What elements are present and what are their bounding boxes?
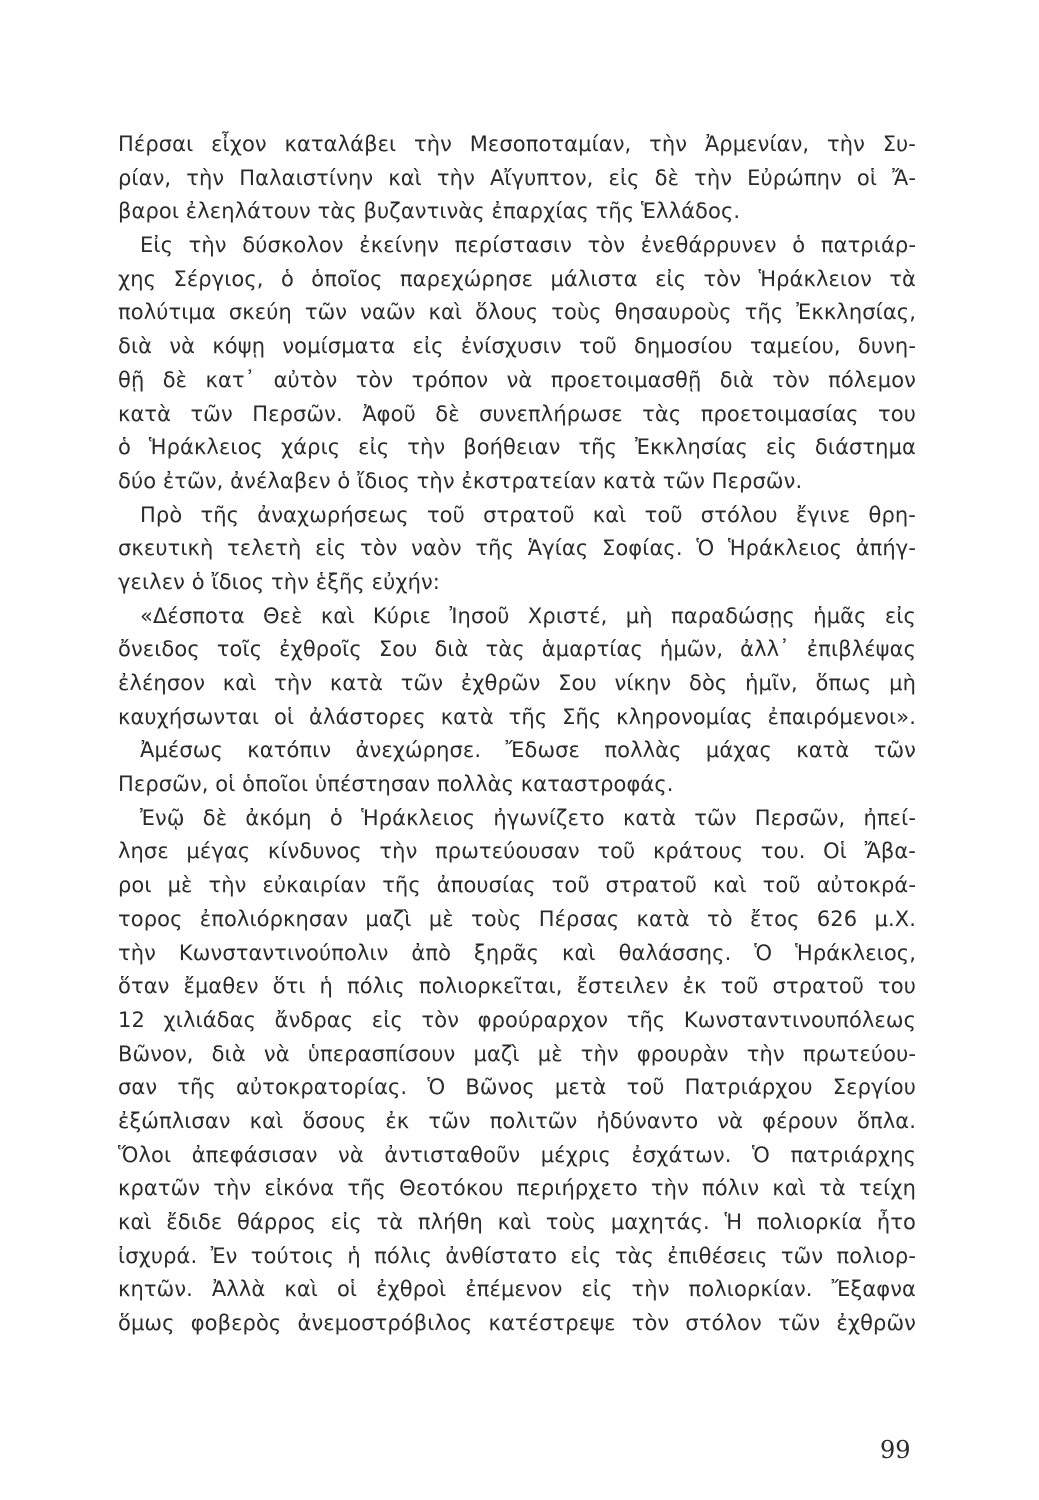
text-line: τορος ἐπολιόρκησαν μαζὶ μὲ τοὺς Πέρσας κατὰ τὸ ἔτος 626 μ.Χ. (118, 906, 916, 931)
text-line: σαν τῆς αὐτοκρατορίας. Ὁ Βῶνος μετὰ τοῦ Πατριάρχου Σεργίου (118, 1075, 916, 1100)
text-line: ὅταν ἔμαθεν ὅτι ἡ πόλις πολιορκεῖται, ἔστειλεν ἐκ τοῦ στρατοῦ του (118, 974, 916, 999)
text-line: Εἰς τὴν δύσκολον ἐκείνην περίστασιν τὸν ἐνεθάρρυνεν ὁ πατριάρ- (140, 233, 916, 258)
text-line: ἰσχυρά. Ἐν τούτοις ἡ πόλις ἀνθίστατο εἰς τὰς ἐπιθέσεις τῶν πολιορ- (118, 1243, 916, 1268)
text-line: ροι μὲ τὴν εὐκαιρίαν τῆς ἀπουσίας τοῦ στρατοῦ καὶ τοῦ αὐτοκρά- (118, 873, 916, 898)
text-line: ὁ Ἡράκλειος χάρις εἰς τὴν βοήθειαν τῆς Ἐκκλησίας εἰς διάστημα (118, 435, 916, 460)
text-line: τὴν Κωνσταντινούπολιν ἀπὸ ξηρᾶς καὶ θαλάσσης. Ὁ Ἡράκλειος, (118, 940, 916, 965)
page-number: 99 (880, 1436, 911, 1464)
text-line: θῇ δὲ κατ᾽ αὐτὸν τὸν τρόπον νὰ προετοιμασθῇ διὰ τὸν πόλεμον (118, 367, 916, 392)
text-line: Πρὸ τῆς ἀναχωρήσεως τοῦ στρατοῦ καὶ τοῦ στόλου ἔγινε θρη- (140, 502, 916, 527)
text-line: σκευτικὴ τελετὴ εἰς τὸν ναὸν τῆς Ἁγίας Σοφίας. Ὁ Ἡράκλειος ἀπήγ- (118, 536, 916, 561)
text-line: γειλεν ὁ ἴδιος τὴν ἑξῆς εὐχήν: (118, 569, 440, 594)
text-line: 12 χιλιάδας ἄνδρας εἰς τὸν φρούραρχον τῆς Κωνσταντινουπόλεως (118, 1007, 916, 1032)
text-line: ἐξώπλισαν καὶ ὅσους ἐκ τῶν πολιτῶν ἠδύναντο νὰ φέρουν ὅπλα. (118, 1108, 916, 1133)
text-line: Ἀμέσως κατόπιν ἀνεχώρησε. Ἔδωσε πολλὰς μάχας κατὰ τῶν (140, 738, 916, 763)
text-line: Πέρσαι εἶχον καταλάβει τὴν Μεσοποταμίαν, τὴν Ἀρμενίαν, τὴν Συ- (118, 132, 916, 156)
text-line: ὄνειδος τοῖς ἐχθροῖς Σου διὰ τὰς ἁμαρτίας ἡμῶν, ἀλλ᾽ ἐπιβλέψας (118, 637, 916, 662)
text-line: λησε μέγας κίνδυνος τὴν πρωτεύουσαν τοῦ κράτους του. Οἱ Ἄβα- (118, 839, 916, 864)
text-line: Περσῶν, οἱ ὁποῖοι ὑπέστησαν πολλὰς καταστροφάς. (118, 772, 674, 797)
text-line: πολύτιμα σκεύη τῶν ναῶν καὶ ὅλους τοὺς θησαυροὺς τῆς Ἐκκλησίας, (118, 300, 916, 325)
text-line: καυχήσωνται οἱ ἀλάστορες κατὰ τῆς Σῆς κληρονομίας ἐπαιρόμενοι». (118, 704, 916, 729)
text-line: καὶ ἔδιδε θάρρος εἰς τὰ πλήθη καὶ τοὺς μαχητάς. Ἡ πολιορκία ἦτο (118, 1210, 916, 1234)
text-line: κατὰ τῶν Περσῶν. Ἀφοῦ δὲ συνεπλήρωσε τὰς προετοιμασίας του (118, 401, 916, 426)
body-text (118, 128, 916, 1341)
text-line: βαροι ἐλεηλάτουν τὰς βυζαντινὰς ἐπαρχίας τῆς Ἑλλάδος. (118, 199, 741, 224)
text-line: Ἐνῷ δὲ ἀκόμη ὁ Ἡράκλειος ἠγωνίζετο κατὰ τῶν Περσῶν, ἠπεί- (140, 805, 916, 830)
text-line: ὅμως φοβερὸς ἀνεμοστρόβιλος κατέστρεψε τὸν στόλον τῶν ἐχθρῶν (118, 1311, 916, 1336)
text-line: ρίαν, τὴν Παλαιστίνην καὶ τὴν Αἴγυπτον, εἰς δὲ τὴν Εὐρώπην οἱ Ἄ- (118, 165, 916, 190)
text-line: χης Σέργιος, ὁ ὁποῖος παρεχώρησε μάλιστα εἰς τὸν Ἡράκλειον τὰ (118, 266, 916, 291)
text-line: κητῶν. Ἀλλὰ καὶ οἱ ἐχθροὶ ἐπέμενον εἰς τὴν πολιορκίαν. Ἔξαφνα (118, 1277, 916, 1302)
text-line: κρατῶν τὴν εἰκόνα τῆς Θεοτόκου περιήρχετο τὴν πόλιν καὶ τὰ τείχη (118, 1176, 916, 1201)
text-line: δύο ἐτῶν, ἀνέλαβεν ὁ ἴδιος τὴν ἐκστρατείαν κατὰ τῶν Περσῶν. (118, 468, 803, 493)
text-line: ἐλέησον καὶ τὴν κατὰ τῶν ἐχθρῶν Σου νίκην δὸς ἡμῖν, ὅπως μὴ (118, 671, 916, 695)
text-line: Ὅλοι ἀπεφάσισαν νὰ ἀντισταθοῦν μέχρις ἐσχάτων. Ὁ πατριάρχης (118, 1142, 916, 1167)
text-line: «Δέσποτα Θεὲ καὶ Κύριε Ἰησοῦ Χριστέ, μὴ παραδώσῃς ἡμᾶς εἰς (140, 603, 916, 628)
text-line: Βῶνον, διὰ νὰ ὑπερασπίσουν μαζὶ μὲ τὴν φρουρὰν τὴν πρωτεύου- (118, 1041, 916, 1066)
text-line: διὰ νὰ κόψῃ νομίσματα εἰς ἐνίσχυσιν τοῦ δημοσίου ταμείου, δυνη- (118, 334, 916, 359)
